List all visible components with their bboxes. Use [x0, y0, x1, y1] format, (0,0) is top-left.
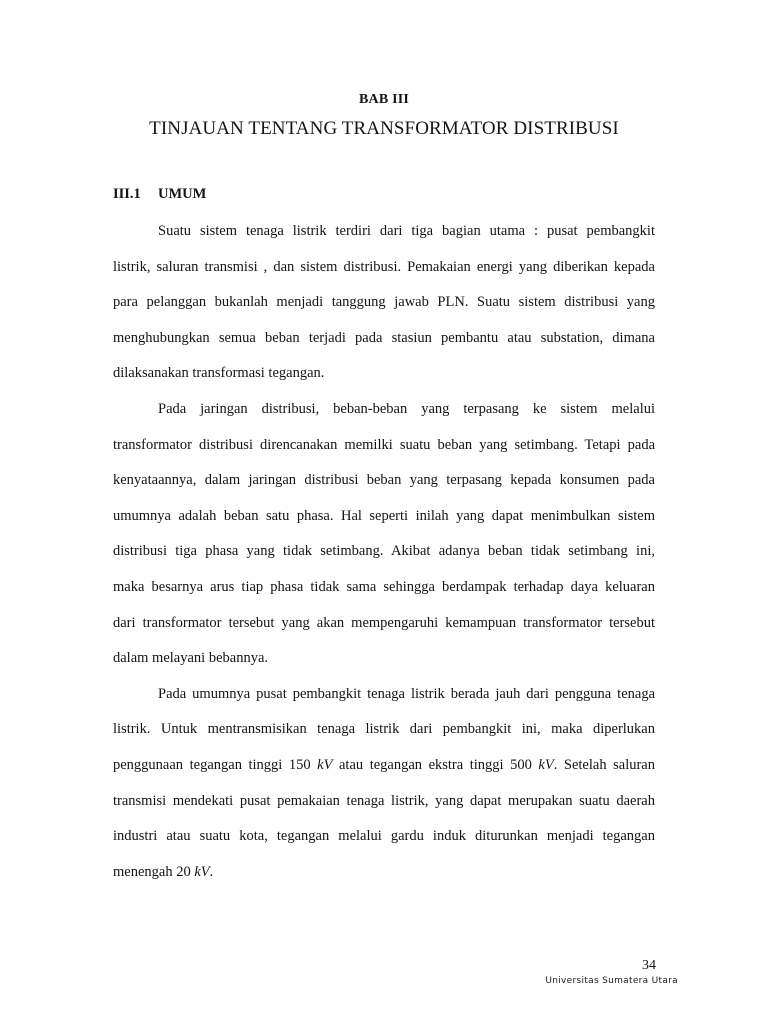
paragraph-2 — [113, 392, 655, 677]
chapter-label: BAB III — [358, 92, 410, 107]
paragraph-line: dari transformator tersebut yang akan mempengaruhi kemampuan transformator tersebut — [113, 614, 655, 631]
paragraph-line: distribusi tiga phasa yang tidak setimbang. Akibat adanya beban tidak setimbang ini, — [113, 543, 655, 560]
paragraph-1 — [113, 214, 655, 392]
paragraph-line: Pada umumnya pusat pembangkit tenaga listrik berada jauh dari pengguna tenaga — [158, 685, 655, 702]
paragraph-line: dilaksanakan transformasi tegangan. — [113, 365, 325, 382]
body-text — [113, 214, 655, 890]
paragraph-line: dalam melayani bebannya. — [113, 650, 269, 667]
paragraph-line: penggunaan tegangan tinggi 150 kV atau tegangan ekstra tinggi 500 kV. Setelah saluran — [113, 756, 655, 773]
section-number: III.1 — [113, 186, 141, 202]
chapter-title: TINJAUAN TENTANG TRANSFORMATOR DISTRIBUSI — [149, 118, 619, 139]
paragraph-line: umumnya adalah beban satu phasa. Hal seperti inilah yang dapat menimbulkan sistem — [113, 507, 655, 524]
section-title: UMUM — [158, 186, 207, 202]
paragraph-line: kenyataannya, dalam jaringan distribusi beban yang terpasang kepada konsumen pada — [113, 472, 655, 489]
paragraph-line: menengah 20 kV. — [113, 863, 214, 880]
page-number: 34 — [642, 958, 656, 973]
paragraph-line: Pada jaringan distribusi, beban-beban yang terpasang ke sistem melalui — [158, 400, 655, 417]
paragraph-line: menghubungkan semua beban terjadi pada stasiun pembantu atau substation, dimana — [113, 329, 655, 346]
paragraph-line: transmisi mendekati pusat pemakaian tenaga listrik, yang dapat merupakan suatu daerah — [113, 792, 655, 809]
paragraph-line: maka besarnya arus tiap phasa tidak sama sehingga berdampak terhadap daya keluaran — [113, 578, 655, 595]
paragraph-line: listrik, saluran transmisi , dan sistem distribusi. Pemakaian energi yang diberikan kepada — [113, 258, 655, 275]
unit-kv: kV — [317, 756, 333, 773]
paragraph-3 — [113, 677, 655, 891]
paragraph-line: listrik. Untuk mentransmisikan tenaga listrik dari pembangkit ini, maka diperlukan — [113, 721, 655, 738]
paragraph-line: para pelanggan bukanlah menjadi tanggung jawab PLN. Suatu sistem distribusi yang — [113, 294, 655, 311]
section-heading — [113, 186, 206, 203]
paragraph-line: transformator distribusi direncanakan memilki suatu beban yang setimbang. Tetapi pada — [113, 436, 655, 453]
institution-footer: Universitas Sumatera Utara — [545, 976, 678, 986]
unit-kv: kV — [538, 756, 554, 773]
paragraph-line: industri atau suatu kota, tegangan melalui gardu induk diturunkan menjadi tegangan — [113, 828, 655, 845]
unit-kv: kV — [194, 863, 210, 880]
paragraph-line: Suatu sistem tenaga listrik terdiri dari tiga bagian utama : pusat pembangkit — [158, 223, 655, 239]
